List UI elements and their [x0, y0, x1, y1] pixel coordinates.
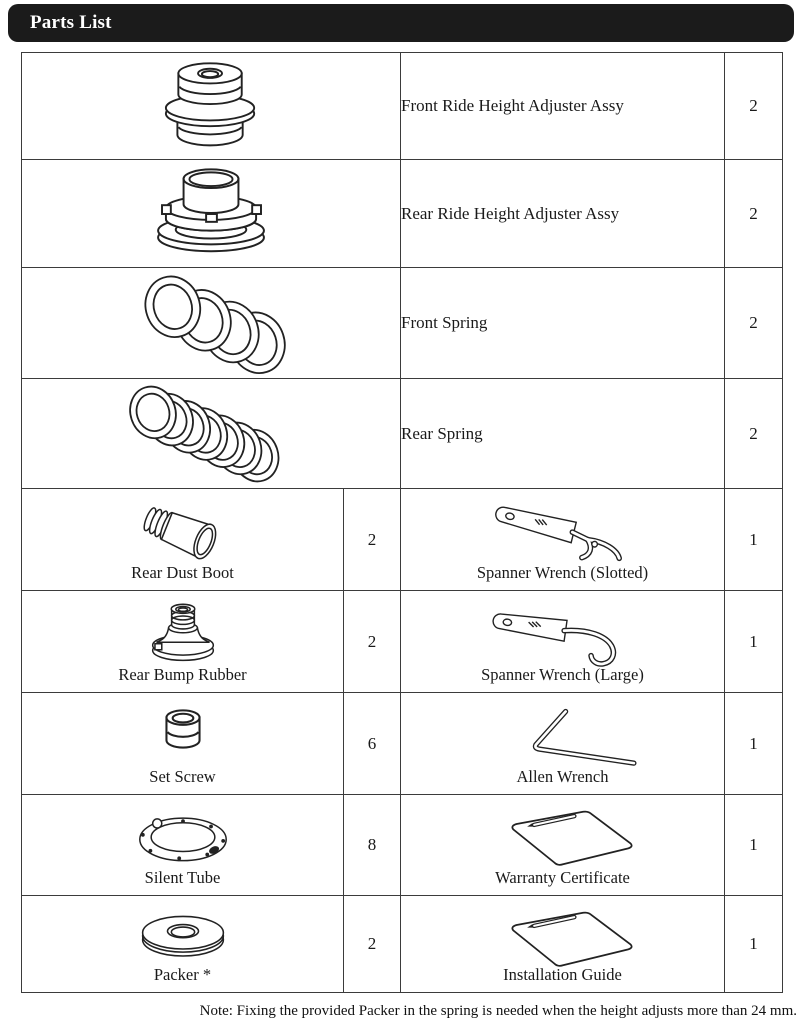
- spanner-wrench-large-cell: [401, 591, 725, 693]
- rear-ride-height-adjuster-illustration: [124, 165, 299, 263]
- silent-tube-illustration: [103, 803, 263, 875]
- table-row: [22, 489, 783, 591]
- parts-list-header: [8, 4, 794, 42]
- installation-guide-illustration: [465, 904, 660, 974]
- front-ride-height-adjuster-illustration: [126, 58, 296, 154]
- spanner-wrench-large-illustration: [448, 599, 678, 669]
- packer-cell: [22, 896, 344, 993]
- part-qty: 1: [725, 896, 783, 993]
- part-name: Spanner Wrench (Large): [481, 665, 644, 684]
- part-qty: 2: [725, 268, 783, 379]
- part-name: Rear Ride Height Adjuster Assy: [401, 160, 725, 268]
- part-name: Rear Bump Rubber: [118, 665, 247, 684]
- part-qty: 8: [344, 795, 401, 896]
- part-qty: 2: [344, 896, 401, 993]
- rear-bump-rubber-cell: [22, 591, 344, 693]
- installation-guide-cell: [401, 896, 725, 993]
- part-name: Packer *: [153, 965, 212, 984]
- footnote: Note: Fixing the provided Packer in the spring is needed when the height adjusts more than 24 mm.: [199, 1003, 797, 1019]
- allen-wrench-cell: [401, 693, 725, 795]
- part-name: Warranty Certificate: [495, 868, 630, 887]
- part-qty: 1: [725, 693, 783, 795]
- rear-spring-image-cell: [22, 379, 401, 489]
- allen-wrench-illustration: [468, 701, 658, 771]
- page-title: Parts List: [30, 12, 112, 33]
- part-name: Rear Spring: [401, 379, 725, 489]
- part-qty: 2: [725, 53, 783, 160]
- part-qty: 1: [725, 795, 783, 896]
- part-qty: 1: [725, 591, 783, 693]
- part-qty: 2: [725, 160, 783, 268]
- rear-dust-boot-illustration: [98, 497, 268, 569]
- part-name: Front Ride Height Adjuster Assy: [401, 53, 725, 160]
- rear-bump-rubber-illustration: [108, 599, 258, 671]
- table-row: [22, 693, 783, 795]
- set-screw-illustration: [152, 701, 214, 759]
- spanner-wrench-slotted-illustration: [448, 497, 678, 567]
- rear-ride-height-adjuster-image-cell: [22, 160, 401, 268]
- part-name: Silent Tube: [144, 868, 221, 887]
- table-row: [22, 795, 783, 896]
- silent-tube-cell: [22, 795, 344, 896]
- part-qty: 1: [725, 489, 783, 591]
- part-name: Rear Dust Boot: [131, 563, 234, 582]
- part-name: Allen Wrench: [516, 767, 609, 786]
- table-row: [22, 268, 783, 379]
- part-qty: 2: [344, 591, 401, 693]
- part-qty: 2: [725, 379, 783, 489]
- parts-table: [21, 52, 783, 993]
- warranty-certificate-illustration: [465, 803, 660, 873]
- part-qty: 2: [344, 489, 401, 591]
- table-row: [22, 53, 783, 160]
- table-row: [22, 379, 783, 489]
- part-name: Spanner Wrench (Slotted): [476, 563, 649, 582]
- packer-illustration: [105, 904, 260, 970]
- rear-dust-boot-cell: [22, 489, 344, 591]
- part-name: Set Screw: [149, 767, 216, 786]
- front-spring-illustration: [99, 269, 324, 377]
- table-row: [22, 591, 783, 693]
- table-row: [22, 896, 783, 993]
- warranty-certificate-cell: [401, 795, 725, 896]
- rear-spring-illustration: [94, 380, 329, 488]
- table-row: [22, 160, 783, 268]
- set-screw-cell: [22, 693, 344, 795]
- spanner-wrench-slotted-cell: [401, 489, 725, 591]
- part-name: Installation Guide: [503, 965, 622, 984]
- front-ride-height-adjuster-image-cell: [22, 53, 401, 160]
- front-spring-image-cell: [22, 268, 401, 379]
- part-name: Front Spring: [401, 268, 725, 379]
- part-qty: 6: [344, 693, 401, 795]
